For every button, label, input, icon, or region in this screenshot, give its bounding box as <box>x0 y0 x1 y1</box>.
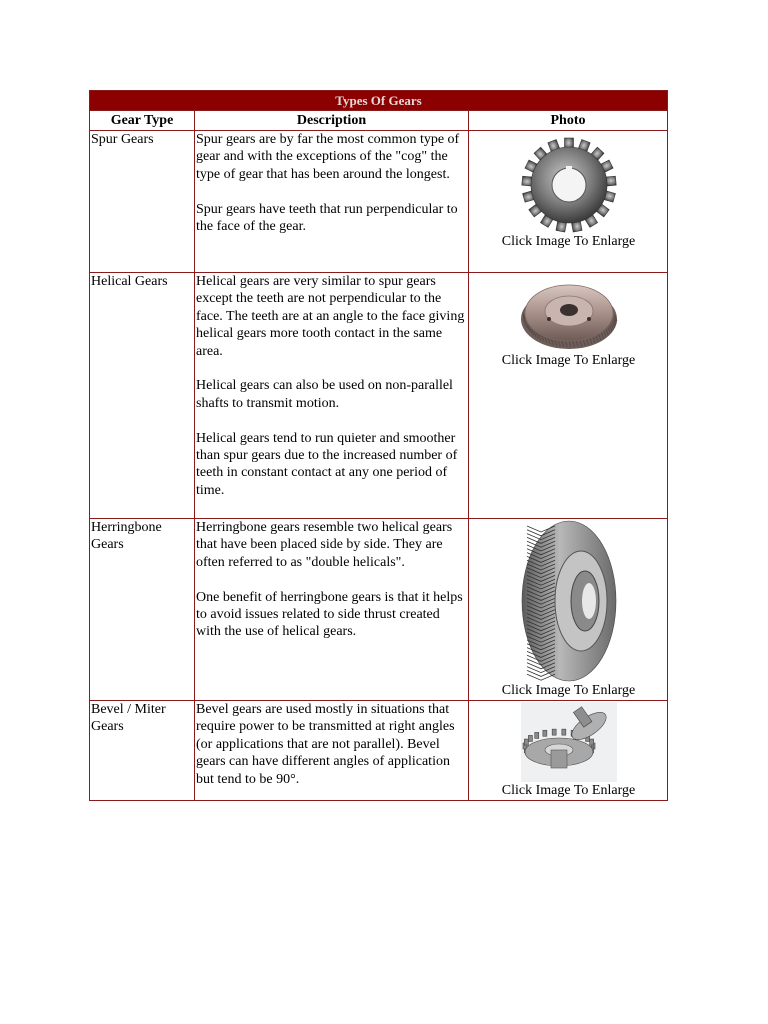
description-paragraph: Helical gears are very similar to spur gears except the teeth are not perpendicular to the face. The teeth are at an angle to the face giving helical gears more tooth contact in the same area. <box>196 274 465 359</box>
table-row-helical <box>90 273 668 519</box>
table-row-herringbone <box>90 519 668 701</box>
table-title: Types Of Gears <box>90 91 668 111</box>
photo-cell <box>469 519 668 701</box>
table-row-bevel <box>90 701 668 801</box>
gear-type-cell: Bevel / Miter Gears <box>90 701 195 801</box>
table-title-row <box>90 91 668 111</box>
description-paragraph: Helical gears can also be used on non-parallel shafts to transmit motion. <box>196 378 453 411</box>
gear-type-cell: Helical Gears <box>90 273 195 519</box>
spur-gear-photo[interactable] <box>470 131 667 233</box>
description-paragraph: One benefit of herringbone gears is that it helps to avoid issues related to side thrust created with the use of helical gears. <box>196 589 463 640</box>
header-gear-type: Gear Type <box>90 111 195 131</box>
description-cell <box>195 273 469 519</box>
description-paragraph: Herringbone gears resemble two helical gears that have been placed side by side. They are often referred to as "double helicals". <box>196 520 453 570</box>
description-paragraph: Bevel gears are used mostly in situations that require power to be transmitted at right angles (or applications that are not parallel). Bevel gears can have different angles of application but tend to be 90°. <box>196 702 455 787</box>
description-cell <box>195 519 469 701</box>
helical-gear-photo[interactable] <box>470 273 667 352</box>
header-photo: Photo <box>469 111 668 131</box>
table-row-spur <box>90 131 668 273</box>
header-description: Description <box>195 111 469 131</box>
click-to-enlarge-caption[interactable]: Click Image To Enlarge <box>501 234 636 249</box>
photo-cell <box>469 701 668 801</box>
photo-cell <box>469 273 668 519</box>
description-cell <box>195 701 469 801</box>
photo-cell <box>469 131 668 273</box>
table-header-row <box>90 111 668 131</box>
description-paragraph: Spur gears have teeth that run perpendicular to the face of the gear. <box>196 201 458 235</box>
click-to-enlarge-caption[interactable]: Click Image To Enlarge <box>501 683 636 698</box>
gear-type-cell: Spur Gears <box>90 131 195 273</box>
description-paragraph: Helical gears tend to run quieter and smoother than spur gears due to the increased number of teeth in constant contact at any one period of time. <box>196 430 458 498</box>
bevel-gear-photo[interactable] <box>470 701 667 782</box>
gear-type-cell: Herringbone Gears <box>90 519 195 701</box>
click-to-enlarge-caption[interactable]: Click Image To Enlarge <box>501 783 636 798</box>
herringbone-gear-photo[interactable] <box>470 519 667 682</box>
description-paragraph: Spur gears are by far the most common type of gear and with the exceptions of the "cog" the type of gear that has been around the longest. <box>196 132 460 182</box>
click-to-enlarge-caption[interactable]: Click Image To Enlarge <box>501 353 636 368</box>
gear-types-table <box>89 90 668 801</box>
description-cell <box>195 131 469 273</box>
